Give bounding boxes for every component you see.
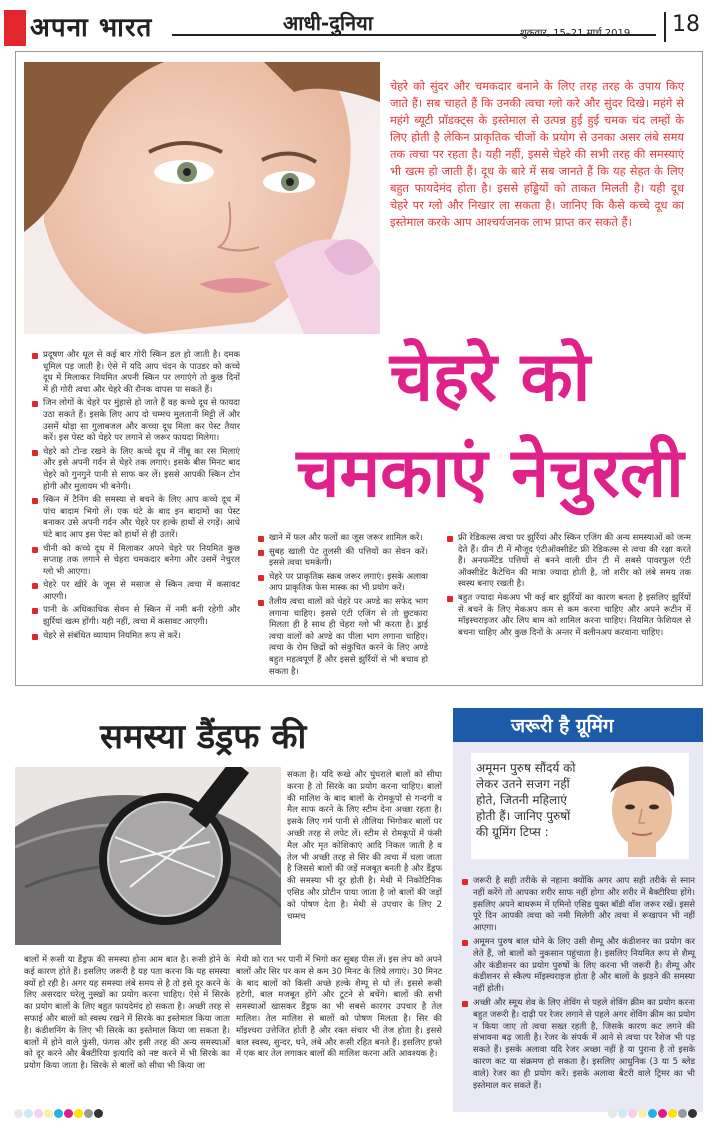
list-item: अमूमन पुरुष बाल धोने के लिए उसी शैम्पू और कंडीशनर का प्रयोग कर लेते हैं, जो बालों को नुकसान पहुंचाता है। इसलिए नियमित रूप से शैम्पू और कंडीशनर का प्रयोग पुरुषों के लिए करना भी जरूरी है। शैम्पू और कंडीशनर से स्कैल्प मॉइस्चराइज होता है और बालों के झड़ने की समस्या नहीं होती।	[462, 937, 695, 996]
masthead-name: अपना भारत	[30, 13, 153, 43]
beauty-intro: चेहरे को सुंदर और चमकदार बनाने के लिए तरह तरह के उपाय किए जाते हैं। सब चाहते हैं कि उनकी त्वचा ग्लो करे और सुंदर दिखे। महंगे से महंगे ब्यूटी प्रॉडक्ट्स के इस्तेमाल से उत्पन्न हुई हुई चमक चंद लम्हों के लिए होती है लेकिन प्राकृतिक चीजों के प्रयोग से उनका असर लंबे समय तक त्वचा पर रहता है। यही नहीं, इससे चेहरे की सभी तरह की समस्याएं भी खत्म हो जाती हैं। दूध के बारे में सब जानते हैं कि यह सेहत के लिए बहुत फायदेमंद होता है। इससे हड्डियों को ताकत मिलती है। यही दूध चेहरे पर ग्लो और निखार ला सकता है। जानिए कि कैसे कच्चे दूध का इस्तेमाल करके आप आश्चर्यजनक लाभ प्राप्त कर सकते हैं।	[390, 79, 684, 229]
list-item: खाने में फल और फलों का जूस जरूर शामिल करें।	[258, 533, 428, 545]
print-color-marks-left	[14, 1109, 103, 1118]
masthead-red-block	[4, 10, 26, 46]
issue-date: शुक्रवार, 15–21 मार्च 2019	[520, 28, 631, 39]
list-item: चेहरे को टोन्ड रखने के लिए कच्चे दूध में नींबू का रस मिलाएं और इसे अपनी गर्दन से चेहरे तक लगाएं। इसके बीस मिनट बाद चेहरे को गुनगुने पानी से साफ कर लें। इससे आपकी स्किन टोन होगी और मुलायम भी बनेगी।	[32, 447, 240, 493]
headline-line-1: चेहरे को	[389, 338, 591, 417]
headline-line-2: चमकाएं नेचुरली	[296, 434, 684, 513]
beauty-tips-column-3	[447, 533, 691, 641]
beauty-tips-column-1	[32, 350, 240, 644]
dandruff-text-left: बालों में रूसी या डैंड्रफ की समस्या होना आम बात है। रूसी होने के कई कारण होते हैं। इसलिए जरूरी है यह पता करना कि यह समस्या क्यों हो रही है। अगर यह समस्या लंबे समय से है तो इसे दूर करने के लिए असरदार घरेलू नुस्खों का प्रयोग करना चाहिए। ऐसे में सिरके का प्रयोग बालों के लिए बहुत फायदेमंद हो सकता है। अच्छी तरह से सफाई और बालों को स्वस्थ रखने में सिरके का इस्तेमाल किया जाता है। कंडीशनिंग के लिए भी सिरके का इस्तेमाल किया जा सकता है। बालों में होने वाले फुंसी, फंगस और इसी तरह की अन्य समस्याओं को दूर करने और बैक्टीरिया इत्यादि को नष्ट करने में भी सिरके का प्रयोग किया जाता है। सिरके से बालों को सीधा भी किया जा	[24, 955, 230, 1072]
list-item: बहुत ज्यादा मेकअप भी कई बार झुर्रियों का कारण बनता है इसलिए झुर्रियों से बचने के लिए मेकअप कम से कम करना चाहिए और अपने रूटीन में मॉइस्चराइजर और लिप बाम को शामिल करना चाहिए। नियमित फेशियल से बचना चाहिए और कुछ दिनों के अन्तर में क्लीनअप करवाना चाहिए।	[447, 593, 691, 639]
list-item: अच्छी और स्मूथ शेव के लिए शेविंग से पहले शेविंग क्रीम का प्रयोग करना बहुत जरूरी है। दाढ़ी पर रेजर लगाने से पहले अगर शेविंग क्रीम का प्रयोग न किया जाए तो त्वचा सख्त रहती है, जिसके कारण कट लगने की संभावना बढ़ जाती है। रेजर के संपर्क में आने से त्वचा पर रैशेज भी पड़ सकते हैं। इसके अलावा यदि रेजर अच्छा नहीं है या पुराना है तो इसके कारण कट या संक्रमण हो सकता है। इसलिए आधुनिक (3 या 5 ब्लेड वाले) रेजर का ही प्रयोग करें। इसके अलावा बैटरी वाले ट्रिमर का भी इस्तेमाल कर सकते हैं।	[462, 998, 695, 1092]
woman-face-photo	[24, 62, 380, 334]
beauty-headline	[280, 330, 700, 522]
grooming-tips-list	[462, 876, 695, 1094]
grooming-title: जरूरी है ग्रूमिंग	[511, 715, 614, 737]
list-item: पानी के अधिकाधिक सेवन से स्किन में नमी बनी रहेगी और झुर्रियां खत्म होंगी। यही नहीं, त्वचा में कसावट आएगी।	[32, 605, 240, 628]
list-item: स्किन में टैनिंग की समस्या से बचने के लिए आप कच्चे दूध में पांच बादाम भिगो लें। एक घंटे के बाद इन बादामों का पेस्ट बनाकर उसे अपनी गर्दन और चेहरे पर हल्के हाथों से रगड़ें। आधे घंटे बाद आप इस पेस्ट को हाथों से ही उतारें।	[32, 495, 240, 541]
print-color-marks-right	[608, 1109, 697, 1118]
list-item: सुबह खाली पेट तुलसी की पत्तियों का सेवन करें। इससे त्वचा चमकेगी।	[258, 547, 428, 570]
list-item: तैलीय त्वचा वालों को चेहरे पर अण्डे का सफेद भाग लगाना चाहिए। इससे एंटी एजिंग से तो छुटकारा मिलता ही है साथ ही चेहरा ग्लो भी करता है। ड्राई त्वचा वालों को अण्डे का पीला भाग लगाना चाहिए। त्वचा के रोम छिद्रों को संकुचित करने के लिए अण्डे बहुत महत्वपूर्ण हैं और इससे झुर्रियों से भी बचाव हो सकता है।	[258, 597, 428, 678]
list-item: प्रदूषण और धूल से कई बार गोरी स्किन डल हो जाती है। दमक धूमिल पड़ जाती है। ऐसे में यदि आप चंदन के पाउडर को कच्चे दूध में मिलाकर नियमित अपनी स्किन पर लगाएंगे तो कुछ दिनों में ही गोरी त्वचा और चेहरे की रौनक वापस पा सकते हैं।	[32, 350, 240, 396]
dandruff-text-middle: मेथी को रात भर पानी में भिगो कर सुबह पीस लें। इस लेप को अपने बालों और सिर पर कम से कम 30 मिनट के लिये लगाएं। 30 मिनट के बाद बालों को किसी अच्छे हल्के शैम्पू से धो लें। इससे रूसी हटेगी, बाल मजबूत होंगे और टूटने से बचेंगे। बालों की सभी समस्याओं खासकर डैंड्रफ का भी सबसे कारगर उपचार है तेल मालिश। तेल मालिश से बालों को पोषण मिलता है। सिर की मॉइश्चरा उत्तेजित होती है और रक्त संचार भी तेज होता है। इससे बाल स्वस्थ, सुन्दर, घने, लंबे और रूसी रहित बनते हैं। इसलिए हफ्ते में एक बार तेल लगाकर बालों की मालिश करना अति आवश्यक है।	[236, 955, 442, 1060]
list-item: जरूरी है सही तरीके से नहाना क्योंकि अगर आप सही तरीके से स्नान नहीं करेंगे तो आपका शरीर साफ नहीं होगा और शरीर में बैक्टीरिया होंगे। इसलिए अपने बाथरूम में एमिनो एसिड युक्त बॉडी वॉश जरूर रखें। इससे पूरे दिन आपकी त्वचा को नमी मिलेगी और त्वचा में रूखापन भी नहीं आएगा।	[462, 876, 695, 935]
list-item: चीनी को कच्चे दूध में मिलाकर अपने चेहरे पर नियमित कुछ सप्ताह तक लगाने से चेहरा चमकदार बनेगा और उसमें नेचुरल ग्लो भी आएगा।	[32, 544, 240, 579]
dandruff-text-right: सकता है। यदि रूखे और घुंघराले बालों को सीधा करना है तो सिरके का प्रयोग करना चाहिए। बालों की मालिश के बाद बालों के रोमकूपों से गन्दगी व मैल साफ करने के लिए स्टीम देना अच्छा रहता है। इसके लिए गर्म पानी से तौलिया भिगोकर बालों पर अच्छी तरह से लपेट लें। स्टीम से रोमकूपों में फंसी मैल और मृत कोशिकाएं आदि निकल जाती है व तेल भी अच्छी तरह से सिर की त्वचा में चला जाता है जिससे बालों की जड़ें मजबूत बनती है और डैंड्रफ की समस्या भी दूर होती है। मेथी में निकोटिनिक एसिड और प्रोटीन पाया जाता है जो बालों की जड़ों को पोषण देता है। मेथी से उपचार के लिए 2 चम्मच	[287, 770, 442, 922]
dandruff-headline: समस्या डैंड्रफ की	[100, 717, 307, 757]
section-title: आधी-दुनिया	[283, 11, 373, 35]
list-item: फ्री रेडिकल्स त्वचा पर झुर्रियां और स्किन एजिंग की अन्य समस्याओं को जन्म देते हैं। ग्रीन टी में मौजूद एंटीऑक्सीडेंट फ्री रेडिकल्स से त्वचा की रक्षा करते हैं। अनफर्मेंटेड पत्तियों से बनने वाली ग्रीन टी में सबसे पावरफुल एंटी ऑक्सीडेंट कैटेचिन की मात्रा ज्यादा होती है, जो शरीर को लंबे समय तक स्वस्थ बनाए रखती है।	[447, 533, 691, 591]
list-item: चेहरे पर खीरे के जूस से मसाज से स्किन त्वचा में कसावट आएगी।	[32, 580, 240, 603]
beauty-tips-column-2	[258, 533, 428, 680]
page-number: 18	[672, 12, 700, 37]
page-divider	[664, 12, 666, 42]
list-item: चेहरे पर प्राकृतिक स्क्रब जरूर लगाएं। इसके अलावा आप प्राकृतिक फेस मास्क का भी प्रयोग करें।	[258, 572, 428, 595]
man-face-photo	[592, 757, 686, 857]
hair-scalp-magnifier-photo	[15, 767, 281, 945]
grooming-tagline: अमूमन पुरुष सौंदर्य को लेकर उतने सजग नहीं होते, जितनी महिलाएं होती हैं। जानिए पुरुषों की ग्रूमिंग टिप्स :	[476, 761, 576, 839]
list-item: चेहरे से संबंधित व्यायाम नियमित रूप से करें।	[32, 631, 240, 643]
list-item: जिन लोगों के चेहरे पर मुंहासे हो जाते हैं वह कच्चे दूध से फायदा उठा सकते हैं। इसके लिए आप दो चम्मच मुलतानी मिट्टी लें और उसमें थोड़ा सा गुलाबजल और कच्चा दूध मिला कर पेस्ट तैयार करें। इस पेस्ट को चेहरे पर लगाने से जरूर फायदा मिलेगा।	[32, 398, 240, 444]
